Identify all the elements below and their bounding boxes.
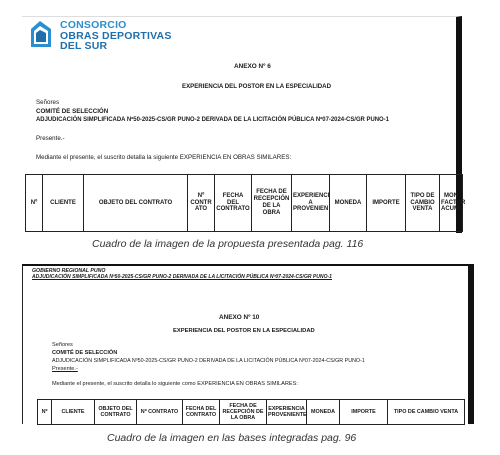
- building-logo-icon: [30, 20, 52, 48]
- intro-paragraph: Mediante el presente, el suscrito detalla lo siguiente como EXPERIENCIA EN OBRAS SIMILARES:: [52, 381, 298, 387]
- header-cell: OBJETO DEL CONTRATO: [95, 400, 137, 425]
- document-title: EXPERIENCIA DEL POSTOR EN LA ESPECIALIDAD: [173, 328, 315, 334]
- header-cell: EXPERIENCIA PROVENIENTE: [267, 400, 307, 425]
- header-cell: FECHA DE RECEPCIÓN DE LA OBRA: [252, 175, 292, 232]
- annex-number: ANEXO Nº 10: [219, 314, 260, 321]
- table-header-row: [38, 400, 465, 425]
- procurement-reference: ADJUDICACIÓN SIMPLIFICADA Nº50-2025-CS/GR PUNO-2 DERIVADA DE LA LICITACIÓN PÚBLICA Nº07-2024-CS/GR PUNO-1: [52, 358, 365, 364]
- header-cell: MON FACTUR ACUMU: [440, 175, 463, 232]
- experience-table: [25, 174, 466, 232]
- experience-table: [37, 399, 465, 425]
- logo-line-2: OBRAS DEPORTIVAS: [60, 29, 172, 42]
- bases-screenshot: [22, 264, 474, 424]
- document-title: EXPERIENCIA DEL POSTOR EN LA ESPECIALIDAD: [182, 83, 331, 90]
- procurement-reference: ADJUDICACIÓN SIMPLIFICADA Nº50-2025-CS/GR PUNO-2 DERIVADA DE LA LICITACIÓN PÚBLICA Nº07-2024-CS/GR PUNO-1: [36, 117, 389, 123]
- header-cell: Nº: [26, 175, 43, 232]
- regional-government: GOBIERNO REGIONAL PUNO: [32, 268, 106, 274]
- header-cell: FECHA DEL CONTRATO: [215, 175, 252, 232]
- header-cell: CLIENTE: [52, 400, 95, 425]
- presente-line: Presente.-: [36, 135, 65, 142]
- header-cell: MONEDA: [330, 175, 367, 232]
- procurement-reference-header: ADJUDICACIÓN SIMPLIFICADA Nº50-2025-CS/GR PUNO-2 DERIVADA DE LA LICITACIÓN PÚBLICA Nº07-2024-CS/GR PUNO-1: [32, 274, 332, 280]
- logo-line-1: CONSORCIO: [60, 19, 127, 31]
- header-cell: IMPORTE: [340, 400, 388, 425]
- committee-name: COMITÉ DE SELECCIÓN: [36, 108, 109, 115]
- header-cell: FECHA DE RECEPCIÓN DE LA OBRA: [220, 400, 267, 425]
- caption-bases: Cuadro de la imagen en las bases integradas pag. 96: [107, 432, 357, 444]
- proposal-screenshot: [22, 16, 474, 233]
- header-cell: TIPO DE CAMBIO VENTA: [406, 175, 440, 232]
- header-cell: Nº CONTRATO: [137, 400, 183, 425]
- presente-line: Presente.-: [52, 366, 78, 372]
- salutation: Señores: [36, 99, 60, 106]
- committee-name: COMITÉ DE SELECCIÓN: [52, 350, 118, 356]
- header-cell: EXPERIENCI A PROVENIEN: [292, 175, 330, 232]
- intro-paragraph: Mediante el presente, el suscrito detalla la siguiente EXPERIENCIA EN OBRAS SIMILARES:: [36, 154, 292, 161]
- header-cell: IMPORTE: [367, 175, 406, 232]
- logo-line-3: DEL SUR: [60, 40, 108, 52]
- company-logo-text: [60, 20, 172, 52]
- header-cell: Nº: [38, 400, 52, 425]
- caption-proposal: Cuadro de la imagen de la propuesta presentada pag. 116: [92, 238, 364, 250]
- annex-number: ANEXO Nº 6: [234, 63, 271, 70]
- header-cell: CLIENTE: [43, 175, 84, 232]
- header-cell: Nº CONTR ATO: [188, 175, 215, 232]
- header-cell: OBJETO DEL CONTRATO: [84, 175, 188, 232]
- header-cell: MONEDA: [307, 400, 340, 425]
- header-cell: TIPO DE CAMBIO VENTA: [388, 400, 465, 425]
- header-cell: FECHA DEL CONTRATO: [183, 400, 220, 425]
- table-header-row: [26, 175, 463, 232]
- salutation: Señores: [52, 342, 73, 348]
